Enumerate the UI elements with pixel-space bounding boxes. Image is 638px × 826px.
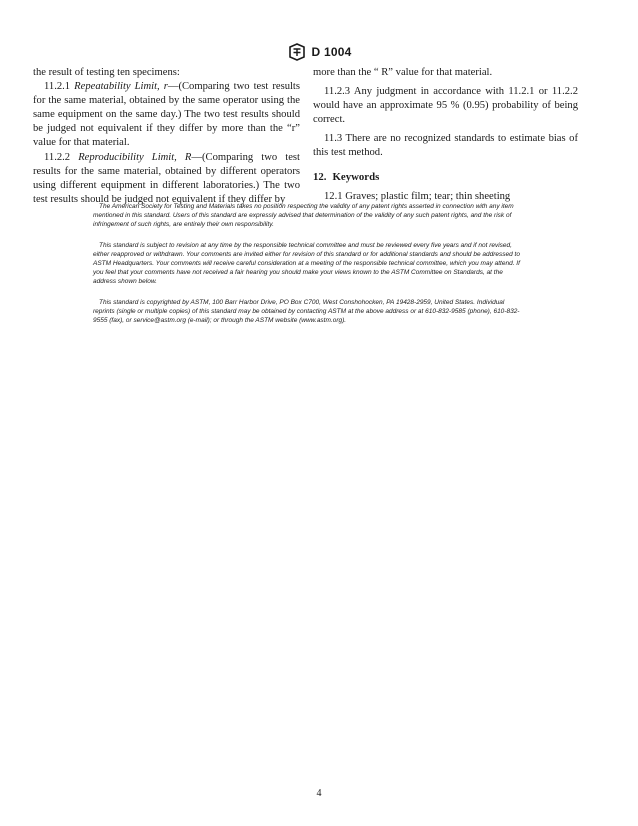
term-repeatability-limit: Repeatability Limit, r bbox=[74, 81, 168, 93]
page-number: 4 bbox=[316, 788, 322, 799]
clause-number: 11.2.2 bbox=[44, 151, 71, 163]
copyright-notice: This standard is copyrighted by ASTM, 100 Barr Harbor Drive, PO Box C700, West Conshohocken, PA 19428-2959, United States. Individual reprints (single or multiple copies) of this standard may be obtained by contacting ASTM at the above address or at 610-832-9585 (phone), 610-832-9555 (fax), or service@astm.org (e-mail); or through the ASTM website (www.astm.org). bbox=[93, 299, 520, 324]
legal-notices bbox=[93, 202, 523, 337]
paragraph-11-2-1 bbox=[33, 80, 300, 150]
section-title: Keywords bbox=[332, 170, 380, 183]
clause-text: —(Comparing two test results for the same material, obtained by different operators using different equipment in different laboratories.) The two test results should be judged not equivalent if they differ by bbox=[33, 151, 300, 205]
clause-number: 11.2.1 bbox=[44, 81, 71, 93]
paragraph-12-1: 12.1 Graves; plastic film; tear; thin sheeting bbox=[324, 190, 511, 202]
left-column bbox=[33, 66, 300, 207]
paragraph-11-2-3: 11.2.3 Any judgment in accordance with 11.2.1 or 11.2.2 would have an approximate 95 % (0.95) probability of being correct. bbox=[313, 86, 578, 126]
page-header bbox=[0, 42, 638, 62]
paragraph-11-3: 11.3 There are no recognized standards to estimate bias of this test method. bbox=[313, 133, 578, 159]
paragraph-11-2-2 bbox=[33, 151, 300, 207]
term-reproducibility-limit: Reproducibility Limit, R bbox=[78, 151, 192, 163]
standard-designation: D 1004 bbox=[311, 45, 352, 59]
paragraph: the result of testing ten specimens: bbox=[33, 67, 180, 78]
right-column bbox=[313, 66, 578, 204]
clause-text: —(Comparing two test results for the same material, obtained by the same operator using the same equipment on the same day.) The two test results should be judged not equivalent if they differ by more than the “r” value for that material. bbox=[33, 81, 301, 149]
patent-notice: The American Society for Testing and Materials takes no position respecting the validity of any patent rights asserted in connection with any item mentioned in this standard. Users of this standard are expressly advised that determination of the validity of any such patent rights, and the risk of infringement of such rights, are entirely their own responsibility. bbox=[93, 203, 514, 228]
astm-logo-icon bbox=[287, 43, 307, 61]
revision-notice: This standard is subject to revision at any time by the responsible technical committee and must be reviewed every five years and if not revised, either reapproved or withdrawn. Your comments are invited either for revision of this standard or for additional standards and should be addressed to ASTM Headquarters. Your comments will receive careful consideration at a meeting of the responsible technical committee, which you may attend. If you feel that your comments have not received a fair hearing you should make your views known to the ASTM Committee on Standards, at the address shown below. bbox=[93, 242, 520, 285]
paragraph: more than the “ R” value for that material. bbox=[313, 67, 493, 78]
section-number: 12. bbox=[313, 170, 327, 183]
section-heading-keywords bbox=[313, 170, 578, 184]
